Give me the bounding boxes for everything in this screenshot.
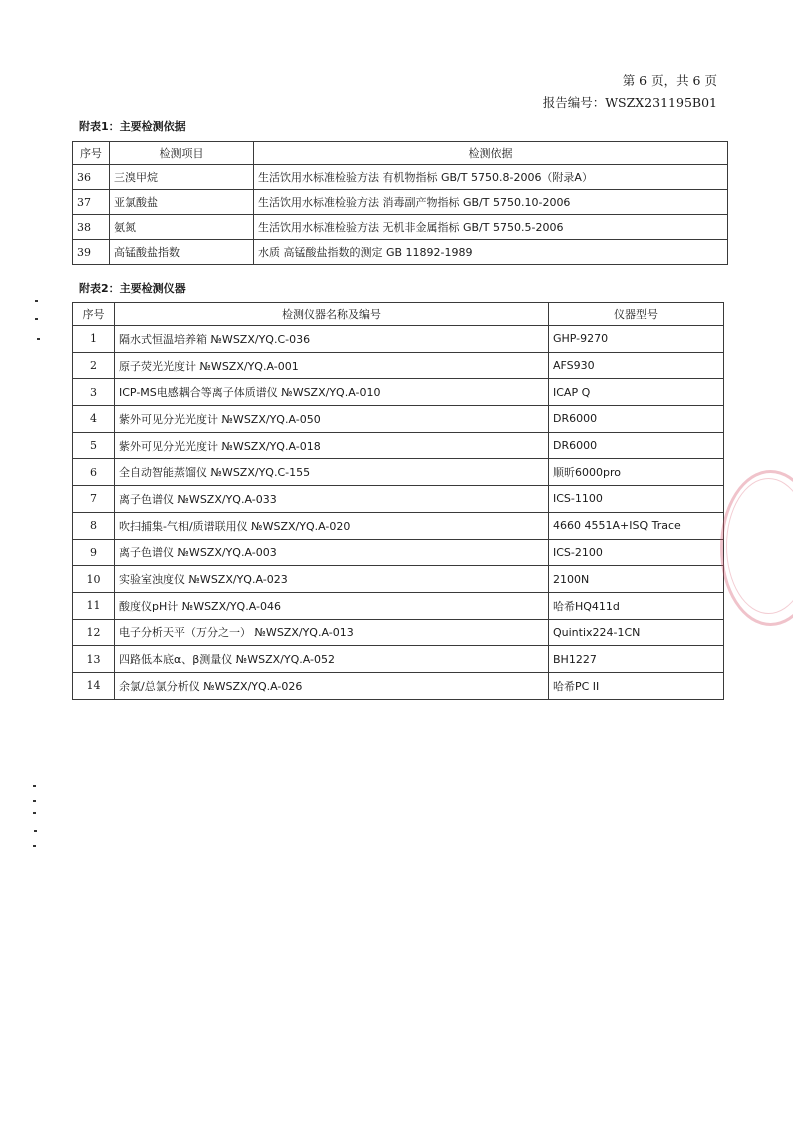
value-cell: 水质 高锰酸盐指数的测定 GB 11892-1989 (254, 240, 728, 265)
table-row (73, 406, 724, 433)
table-row (73, 379, 724, 406)
table-row (73, 486, 724, 513)
value-cell: 生活饮用水标准检验方法 有机物指标 GB/T 5750.8-2006（附录A） (254, 165, 728, 190)
value-cell: 4660 4551A+ISQ Trace (549, 512, 724, 539)
table-row (73, 215, 728, 240)
value-cell: BH1227 (549, 646, 724, 673)
value-cell: ICS-1100 (549, 486, 724, 513)
row-number-cell: 7 (73, 486, 115, 513)
value-cell: Quintix224-1CN (549, 619, 724, 646)
row-number-cell: 39 (73, 240, 110, 265)
inspection-basis-table (72, 141, 728, 265)
table-row (73, 165, 728, 190)
row-number-cell: 11 (73, 592, 115, 619)
table-row (73, 592, 724, 619)
table-row (73, 459, 724, 486)
page-info: 第 6 页，共 6 页 (622, 73, 717, 88)
table1-title: 附表1：主要检测依据 (79, 120, 186, 133)
table-row (73, 326, 724, 353)
value-cell: 哈希HQ411d (549, 592, 724, 619)
table-header-row (73, 142, 728, 165)
item-cell: 实验室浊度仪 №WSZX/YQ.A-023 (115, 566, 549, 593)
row-number-cell: 6 (73, 459, 115, 486)
table-row (73, 352, 724, 379)
table-row (73, 619, 724, 646)
value-cell: ICAP Q (549, 379, 724, 406)
row-number-cell: 38 (73, 215, 110, 240)
row-number-cell: 13 (73, 646, 115, 673)
column-header: 序号 (73, 303, 115, 326)
row-number-cell: 9 (73, 539, 115, 566)
row-number-cell: 8 (73, 512, 115, 539)
value-cell: 哈希PC II (549, 672, 724, 699)
column-header: 仪器型号 (549, 303, 724, 326)
row-number-cell: 36 (73, 165, 110, 190)
table-row (73, 432, 724, 459)
item-cell: 吹扫捕集-气相/质谱联用仪 №WSZX/YQ.A-020 (115, 512, 549, 539)
row-number-cell: 12 (73, 619, 115, 646)
report-number: 报告编号：WSZX231195B01 (542, 95, 717, 110)
item-cell: 余氯/总氯分析仪 №WSZX/YQ.A-026 (115, 672, 549, 699)
table-row (73, 566, 724, 593)
table-row (73, 672, 724, 699)
binding-mark (34, 830, 37, 832)
value-cell: AFS930 (549, 352, 724, 379)
item-cell: 四路低本底α、β测量仪 №WSZX/YQ.A-052 (115, 646, 549, 673)
row-number-cell: 5 (73, 432, 115, 459)
column-header: 序号 (73, 142, 110, 165)
item-cell: 隔水式恒温培养箱 №WSZX/YQ.C-036 (115, 326, 549, 353)
value-cell: DR6000 (549, 432, 724, 459)
item-cell: 三溴甲烷 (110, 165, 254, 190)
binding-mark (35, 300, 38, 302)
table-row (73, 512, 724, 539)
table-header-row (73, 303, 724, 326)
column-header: 检测依据 (254, 142, 728, 165)
table-row (73, 240, 728, 265)
binding-mark (33, 800, 36, 802)
row-number-cell: 1 (73, 326, 115, 353)
item-cell: ICP-MS电感耦合等离子体质谱仪 №WSZX/YQ.A-010 (115, 379, 549, 406)
row-number-cell: 37 (73, 190, 110, 215)
item-cell: 电子分析天平（万分之一） №WSZX/YQ.A-013 (115, 619, 549, 646)
item-cell: 全自动智能蒸馏仪 №WSZX/YQ.C-155 (115, 459, 549, 486)
item-cell: 原子荧光光度计 №WSZX/YQ.A-001 (115, 352, 549, 379)
item-cell: 高锰酸盐指数 (110, 240, 254, 265)
item-cell: 紫外可见分光光度计 №WSZX/YQ.A-018 (115, 432, 549, 459)
table-row (73, 646, 724, 673)
page-header (543, 70, 717, 114)
value-cell: 生活饮用水标准检验方法 无机非金属指标 GB/T 5750.5-2006 (254, 215, 728, 240)
binding-mark (37, 338, 40, 340)
table-row (73, 539, 724, 566)
item-cell: 紫外可见分光光度计 №WSZX/YQ.A-050 (115, 406, 549, 433)
item-cell: 离子色谱仪 №WSZX/YQ.A-033 (115, 486, 549, 513)
value-cell: GHP-9270 (549, 326, 724, 353)
value-cell: DR6000 (549, 406, 724, 433)
row-number-cell: 10 (73, 566, 115, 593)
row-number-cell: 14 (73, 672, 115, 699)
column-header: 检测项目 (110, 142, 254, 165)
value-cell: 生活饮用水标准检验方法 消毒副产物指标 GB/T 5750.10-2006 (254, 190, 728, 215)
value-cell: 顺昕6000pro (549, 459, 724, 486)
row-number-cell: 2 (73, 352, 115, 379)
row-number-cell: 4 (73, 406, 115, 433)
table2-title: 附表2：主要检测仪器 (79, 282, 186, 295)
binding-mark (35, 318, 38, 320)
instrument-table (72, 302, 724, 700)
binding-mark (33, 845, 36, 847)
binding-mark (33, 785, 36, 787)
item-cell: 氨氮 (110, 215, 254, 240)
value-cell: 2100N (549, 566, 724, 593)
binding-mark (33, 812, 36, 814)
column-header: 检测仪器名称及编号 (115, 303, 549, 326)
table-row (73, 190, 728, 215)
row-number-cell: 3 (73, 379, 115, 406)
item-cell: 亚氯酸盐 (110, 190, 254, 215)
item-cell: 离子色谱仪 №WSZX/YQ.A-003 (115, 539, 549, 566)
item-cell: 酸度仪pH计 №WSZX/YQ.A-046 (115, 592, 549, 619)
value-cell: ICS-2100 (549, 539, 724, 566)
